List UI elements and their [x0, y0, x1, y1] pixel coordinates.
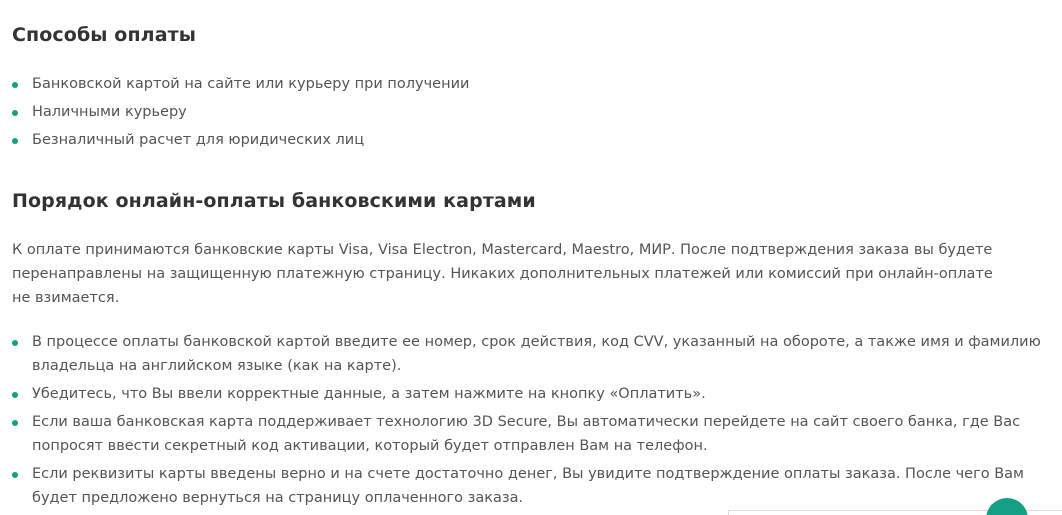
payment-methods-list [12, 72, 1052, 156]
list-item: В процессе оплаты банковской картой введите ее номер, срок действия, код CVV, указанный на обороте, а также имя и фамилию владельца на английском языке (как на карте). [12, 330, 1052, 378]
payment-methods-title: Способы оплаты [12, 24, 197, 46]
list-item: Банковской картой на сайте или курьеру при получении [12, 72, 1052, 96]
online-payment-title: Порядок онлайн-оплаты банковскими картами [12, 190, 536, 212]
list-item: Если реквизиты карты введены верно и на счете достаточно денег, Вы увидите подтверждение оплаты заказа. После чего Вам будет предложено вернуться на страницу оплаченного заказа. [12, 462, 1052, 510]
online-payment-steps [12, 330, 1052, 514]
list-item: Если ваша банковская карта поддерживает технологию 3D Secure, Вы автоматически перейдете на сайт своего банка, где Вас попросят ввести секретный код активации, который будет отправлен Вам на телефон. [12, 410, 1052, 458]
list-item: Наличными курьеру [12, 100, 1052, 124]
list-item: Убедитесь, что Вы ввели корректные данные, а затем нажмите на кнопку «Оплатить». [12, 382, 1052, 406]
online-payment-intro: К оплате принимаются банковские карты Visa, Visa Electron, Mastercard, Maestro, МИР. После подтверждения заказа вы будете перенаправлены на защищенную платежную страницу. Никаких дополнительных платежей или комиссий при онлайн-оплате не взимается. [12, 242, 993, 306]
list-item: Безналичный расчет для юридических лиц [12, 128, 1052, 152]
